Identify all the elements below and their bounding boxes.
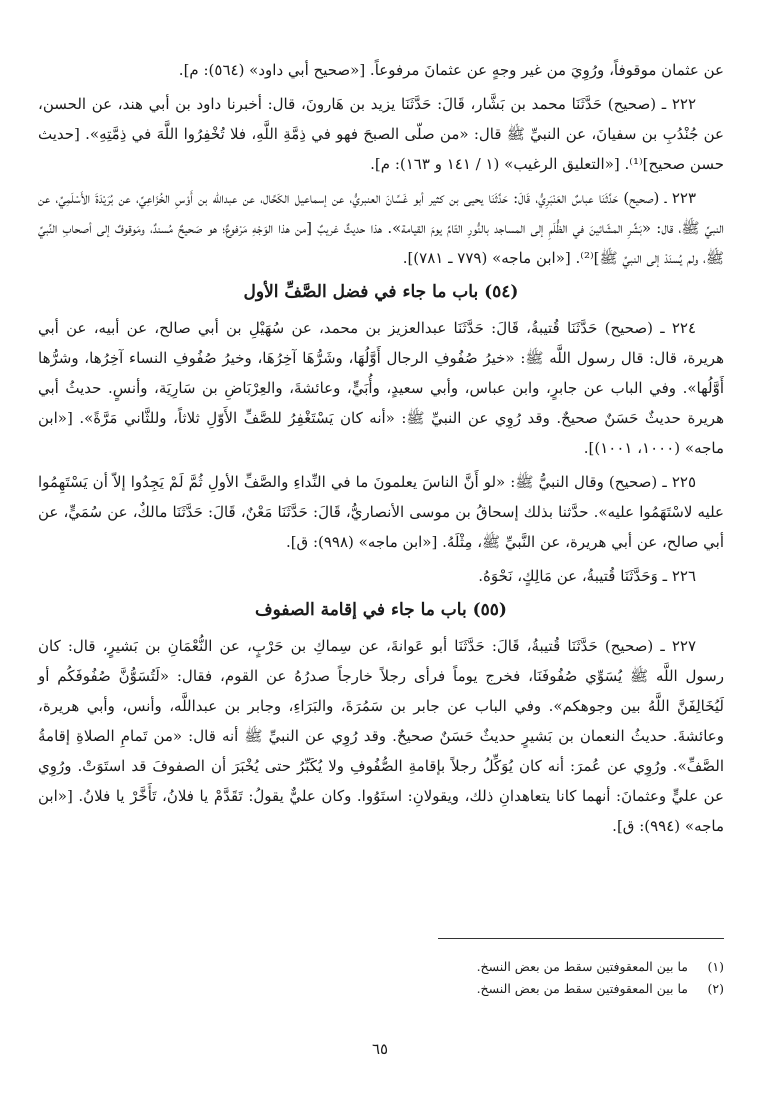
page-number: ٦٥: [371, 1040, 389, 1058]
footnote-2: [38, 978, 724, 1000]
hadith-226: ٢٢٦ ـ وَحَدَّثَنَا قُتيبةُ، عن مَالِكٍ، نَحْوَهُ.: [478, 567, 696, 585]
footnote-text: ما بين المعقوفتين سقط من بعض النسخ.: [476, 959, 688, 974]
footnotes: [38, 956, 724, 1000]
footnote-divider: [438, 938, 724, 939]
footnote-1: [38, 956, 724, 978]
footnote-text: ما بين المعقوفتين سقط من بعض النسخ.: [476, 981, 688, 996]
footnote-number: (٢): [707, 981, 724, 996]
hadith-222: ٢٢٢ ـ (صحيح) حَدَّثَنَا محمد بن بَشَّار، قَالَ: حَدَّثَنَا يزيد بن هَارونَ، قال: أخبرنا داود بن أبي هند، عن الحسن، عن جُنْدُبِ بن سفيانَ، عن النبيِّ ﷺ قال: «من صلّى الصبحَ فهو في ذِمَّةِ اللَّهِ، فلا تُخْفِرُوا اللَّهَ في ذِمَّتِهِ». [حديث حسن صحيح]⁽¹⁾. [«التعليق الرغيب» (١ / ١٤١ و ١٦٣): م].: [38, 95, 724, 173]
hadith-225: ٢٢٥ ـ (صحيح) وقال النبيُّ ﷺ: «لو أَنَّ الناسَ يعلمونَ ما في النِّداءِ والصَّفِّ الأولِ ثُمَّ لَمْ يَجِدُوا إلاّ أن يَسْتَهِمُوا عليه لاسْتَهَمُوا عليه». حدَّثنا بذلك إسحاقُ بن موسى الأنصاريُّ، قَالَ: حَدَّثَنَا مَعْنٌ، قَالَ: حَدَّثَنَا مالكٌ، عن سُمَيٍّ، عن أبي صالح، عن أبي هريرة، عن النَّبيِّ ﷺ، مِثْلَهُ. [«ابن ماجه» (٩٩٨): ق].: [38, 473, 724, 551]
chapter-heading-54: (٥٤) باب ما جاء في فضل الصَّفِّ الأول: [243, 282, 519, 302]
main-text: [38, 55, 724, 845]
chapter-heading-55: (٥٥) باب ما جاء في إقامة الصفوف: [255, 600, 507, 620]
hadith-223: ٢٢٣ ـ (صحيح) حَدَّثَنَا عباسٌ العَنْبَرِيُّ، قَالَ: حَدَّثَنَا يحيى بن كثير أبو غَسَّانَ العنبريُّ، عن إسماعيل الكَحَّال، عن عبدالله بن أَوْسِ الخُزَاعِيِّ، عن بُرَيْدَةَ الأَسْلَمِيِّ، عن النبيِّ ﷺ، قال: «بَشِّرِ المشّائينَ في الظُّلَمِ إلى المساجد بالنُّورِ التّامِّ يومَ القيامة». هذا حديثٌ غريبٌ [من هذا الوَجْهِ مَرْفوعٌ؛ هو صَحيحٌ مُسندٌ، ومَوقوفٌ إلى أصحابِ النَّبيِّ ﷺ، ولم يُسنَدْ إلى النبيِّ ﷺ]⁽²⁾. [«ابن ماجه» (٧٧٩ ـ ٧٨١)].: [38, 189, 724, 267]
paragraph-continuation: عن عثمان موقوفاً، ورُوِيَ من غير وجهٍ عن عثمانَ مرفوعاً. [«صحيح أبي داود» (٥٦٤): م].: [178, 61, 724, 79]
hadith-224: ٢٢٤ ـ (صحيح) حَدَّثَنَا قُتيبةُ، قَالَ: حَدَّثَنَا عبدالعزيز بن محمد، عن سُهَيْلِ بن أبي صالح، عن أبيه، عن أبي هريرة، قال: قال رسول اللَّه ﷺ: «خيرُ صُفُوفِ الرجال أَوَّلُهَا، وشَرُّهَا آخِرُهَا، وخيرُ صُفُوفِ النساء آخِرُها، وشرُّها أَوَّلُها». وفي الباب عن جابرٍ، وابن عباس، وأبي سعيدٍ، وأُبَيٍّ، وعائشةَ، والعِرْبَاضِ بن سَارِيَة، وأنسٍ. حديثُ أبي هريرة حديثٌ حَسَنٌ صحيحٌ. وقد رُوِي عن النبيِّ ﷺ: «أنه كان يَسْتَغْفِرُ للصَّفِّ الأَوّلِ ثلاثاً، وللثَّاني مَرَّةً». [«ابن ماجه» (١٠٠٠، ١٠٠١)].: [38, 319, 724, 457]
footnote-number: (١): [707, 959, 724, 974]
hadith-227: ٢٢٧ ـ (صحيح) حَدَّثَنَا قُتيبةُ، قَالَ: حَدَّثَنَا أبو عَوانةَ، عن سِماكِ بن حَرْبٍ، عن النُّعْمَانِ بن بَشيرٍ، قال: كان رسول اللَّه ﷺ يُسَوِّي صُفُوفَنَا، فخرج يوماً فرأى رجلاً خارجاً صدرُهُ عن القوم، فقال: «لَتُسَوُّنَّ صُفُوفَكُم أو لَيُخَالِفَنَّ اللَّهُ بين وجوهكم». وفي الباب عن جابر بن سَمُرَةَ، والبَرَاءِ، وجابر بن عبداللَّه، وأنس، وأبي هريرة، وعائشةَ. حديثُ النعمان بن بَشيرٍ حديثٌ حَسَنٌ صحيحٌ. وقد رُوِي عن النبيِّ ﷺ أنه قال: «من تَمامِ الصلاةِ إقامةُ الصَّفِّ». ورُوِي عن عُمرَ: أنه كان يُوَكِّلُ رجلاً بإقامةِ الصُّفُوفِ ولا يُكَبِّرُ حتى يُخْبَرَ أن الصفوفَ قد استَوَتْ. ورُوِي عن عليٍّ وعثمانَ: أنهما كانا يتعاهدانِ ذلك، ويقولانِ: استَوُوا. وكان عليٌّ يقولُ: تَقَدَّمْ يا فلانُ، تَأَخَّرْ يا فلانُ. [«ابن ماجه» (٩٩٤): ق].: [38, 637, 724, 835]
